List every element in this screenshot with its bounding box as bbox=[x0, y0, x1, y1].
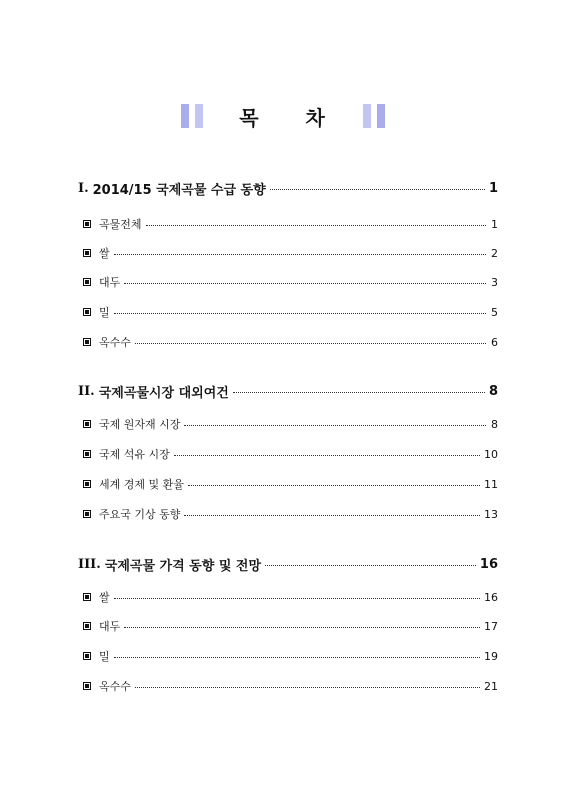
square-bullet-icon bbox=[83, 510, 91, 518]
toc-section-2[interactable] bbox=[78, 380, 498, 402]
page-number: 19 bbox=[484, 649, 498, 663]
toc-item[interactable] bbox=[83, 301, 498, 323]
page-number: 2 bbox=[491, 246, 498, 260]
square-bullet-icon bbox=[83, 682, 91, 690]
page-number: 5 bbox=[491, 305, 498, 319]
toc-item[interactable] bbox=[83, 675, 498, 697]
page-number: 1 bbox=[491, 217, 498, 231]
toc-item[interactable] bbox=[83, 271, 498, 293]
dot-leader bbox=[124, 626, 480, 628]
item-label: 쌀 bbox=[99, 591, 110, 604]
toc-item[interactable] bbox=[83, 503, 498, 525]
toc-item[interactable] bbox=[83, 615, 498, 637]
square-bullet-icon bbox=[83, 652, 91, 660]
section-number: I. bbox=[78, 180, 89, 196]
dot-leader bbox=[114, 597, 480, 599]
square-bullet-icon bbox=[83, 480, 91, 488]
dot-leader bbox=[114, 253, 486, 255]
toc-item[interactable] bbox=[83, 645, 498, 667]
toc-section-1[interactable] bbox=[78, 177, 498, 199]
section-number: II. bbox=[78, 383, 95, 399]
page-number: 10 bbox=[484, 447, 498, 461]
page-number: 16 bbox=[484, 590, 498, 604]
item-label: 옥수수 bbox=[99, 680, 131, 693]
dot-leader bbox=[114, 656, 480, 658]
toc-item[interactable] bbox=[83, 473, 498, 495]
dot-leader bbox=[270, 188, 485, 190]
dot-leader bbox=[114, 312, 486, 314]
item-label: 주요국 기상 동향 bbox=[99, 508, 181, 521]
square-bullet-icon bbox=[83, 593, 91, 601]
page-number: 11 bbox=[484, 477, 498, 491]
section-title: 2014/15 국제곡물 수급 동향 bbox=[92, 182, 266, 198]
item-label: 옥수수 bbox=[99, 336, 131, 349]
dot-leader bbox=[188, 484, 480, 486]
page-number: 17 bbox=[484, 619, 498, 633]
section-title: 국제곡물시장 대외여건 bbox=[98, 385, 229, 401]
square-bullet-icon bbox=[83, 308, 91, 316]
square-bullet-icon bbox=[83, 420, 91, 428]
toc-item[interactable] bbox=[83, 331, 498, 353]
dot-leader bbox=[265, 564, 476, 566]
page-number: 8 bbox=[488, 383, 498, 399]
toc-item[interactable] bbox=[83, 213, 498, 235]
page-number: 16 bbox=[479, 556, 498, 572]
dot-leader bbox=[146, 224, 486, 226]
square-bullet-icon bbox=[83, 220, 91, 228]
toc-item[interactable] bbox=[83, 443, 498, 465]
item-label: 대두 bbox=[99, 620, 121, 633]
toc-item[interactable] bbox=[83, 413, 498, 435]
item-label: 대두 bbox=[99, 276, 121, 289]
item-label: 국제 석유 시장 bbox=[99, 448, 170, 461]
square-bullet-icon bbox=[83, 338, 91, 346]
item-label: 세계 경제 및 환율 bbox=[99, 478, 184, 491]
toc-item[interactable] bbox=[83, 586, 498, 608]
page-title: 목 차 bbox=[239, 105, 345, 130]
square-bullet-icon bbox=[83, 622, 91, 630]
item-label: 밀 bbox=[99, 650, 110, 663]
dot-leader bbox=[174, 454, 480, 456]
section-title: 국제곡물 가격 동향 및 전망 bbox=[104, 558, 262, 574]
toc-item[interactable] bbox=[83, 242, 498, 264]
dot-leader bbox=[184, 514, 480, 516]
item-label: 국제 원자재 시장 bbox=[99, 418, 181, 431]
item-label: 쌀 bbox=[99, 247, 110, 260]
item-label: 밀 bbox=[99, 306, 110, 319]
item-label: 곡물전체 bbox=[99, 218, 142, 231]
toc-section-3[interactable] bbox=[78, 553, 498, 575]
dot-leader bbox=[124, 282, 486, 284]
dot-leader bbox=[233, 391, 485, 393]
page-number: 21 bbox=[484, 679, 498, 693]
page-number: 8 bbox=[491, 417, 498, 431]
square-bullet-icon bbox=[83, 278, 91, 286]
dot-leader bbox=[184, 424, 486, 426]
dot-leader bbox=[135, 686, 480, 688]
square-bullet-icon bbox=[83, 249, 91, 257]
page-number: 1 bbox=[488, 180, 498, 196]
section-number: III. bbox=[78, 556, 101, 572]
page-number: 13 bbox=[484, 507, 498, 521]
dot-leader bbox=[135, 342, 486, 344]
page-number: 3 bbox=[491, 275, 498, 289]
square-bullet-icon bbox=[83, 450, 91, 458]
page-number: 6 bbox=[491, 335, 498, 349]
